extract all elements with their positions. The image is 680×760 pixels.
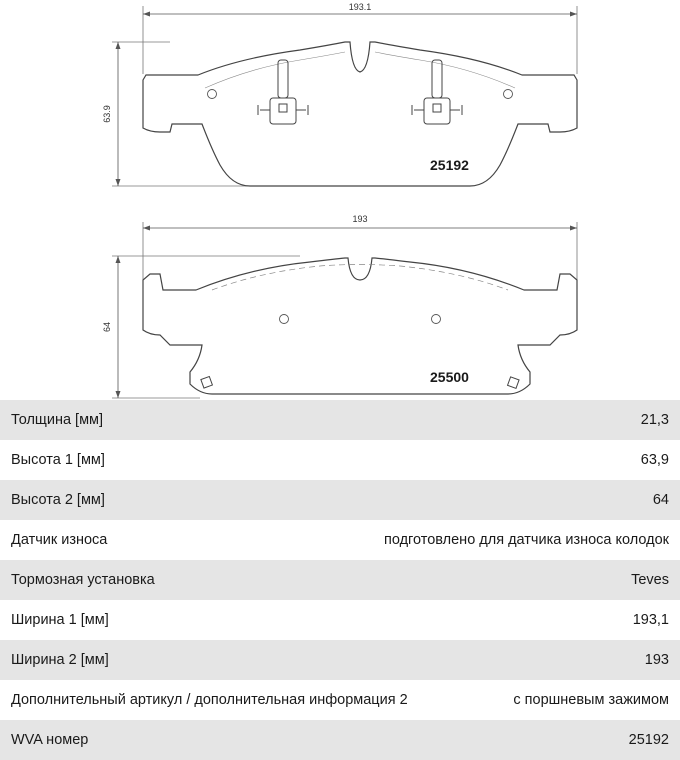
pad-2-hole-left <box>280 315 289 324</box>
spec-label: Ширина 1 [мм] <box>11 612 109 628</box>
pad-1-part-number: 25192 <box>430 157 469 173</box>
pad-2-height-dimension <box>102 256 300 398</box>
spec-value: 21,3 <box>640 412 669 428</box>
pad-2-corner-square-right <box>508 377 520 389</box>
spec-value: подготовлено для датчика износа колодок <box>383 532 669 548</box>
pad-2-width-label: 193 <box>352 214 368 224</box>
spec-row-height-1 <box>0 440 680 480</box>
pad-1-height-dimension <box>102 42 260 186</box>
pad-1-height-label: 63.9 <box>102 105 112 123</box>
pad-1-clip-left <box>258 60 308 124</box>
pad-2-corner-square-left <box>201 377 213 389</box>
pad-1-width-dimension <box>143 2 577 74</box>
spec-value: 63,9 <box>640 452 669 468</box>
spec-row-brake-system <box>0 560 680 600</box>
spec-row-wear-sensor <box>0 520 680 560</box>
pad-1-clip-right <box>412 60 462 124</box>
pad-2-friction-dashed <box>212 265 508 291</box>
pad-1-width-label: 193.1 <box>348 2 372 12</box>
spec-row-wva-number <box>0 720 680 760</box>
pad-2-drawing <box>102 214 577 398</box>
spec-row-thickness <box>0 400 680 440</box>
spec-label: WVA номер <box>11 732 89 748</box>
spec-value: 193 <box>644 652 669 668</box>
pad-1-friction-edge <box>205 52 515 88</box>
spec-value: 25192 <box>628 732 669 748</box>
pad-1-hole-left <box>208 90 217 99</box>
spec-label: Высота 1 [мм] <box>11 452 105 468</box>
spec-row-height-2 <box>0 480 680 520</box>
spec-label: Высота 2 [мм] <box>11 492 105 508</box>
pad-1-outline <box>143 42 577 186</box>
spec-value: Teves <box>631 572 669 588</box>
spec-label: Толщина [мм] <box>11 412 104 428</box>
spec-label: Датчик износа <box>11 532 108 548</box>
specifications-table <box>0 400 680 760</box>
spec-value: с поршневым зажимом <box>513 692 669 708</box>
pad-1-hole-right <box>504 90 513 99</box>
spec-row-width-1 <box>0 600 680 640</box>
pad-1-drawing <box>102 2 577 186</box>
pad-2-width-dimension <box>143 214 577 280</box>
spec-value: 64 <box>652 492 669 508</box>
pad-2-hole-right <box>432 315 441 324</box>
spec-label: Тормозная установка <box>11 572 155 588</box>
spec-label: Дополнительный артикул / дополнительная информация 2 <box>11 692 408 708</box>
pad-2-height-label: 64 <box>102 321 112 333</box>
spec-row-width-2 <box>0 640 680 680</box>
spec-value: 193,1 <box>632 612 669 628</box>
spec-row-additional-info <box>0 680 680 720</box>
spec-label: Ширина 2 [мм] <box>11 652 109 668</box>
pad-2-outline <box>143 258 577 394</box>
pad-2-part-number: 25500 <box>430 369 469 385</box>
